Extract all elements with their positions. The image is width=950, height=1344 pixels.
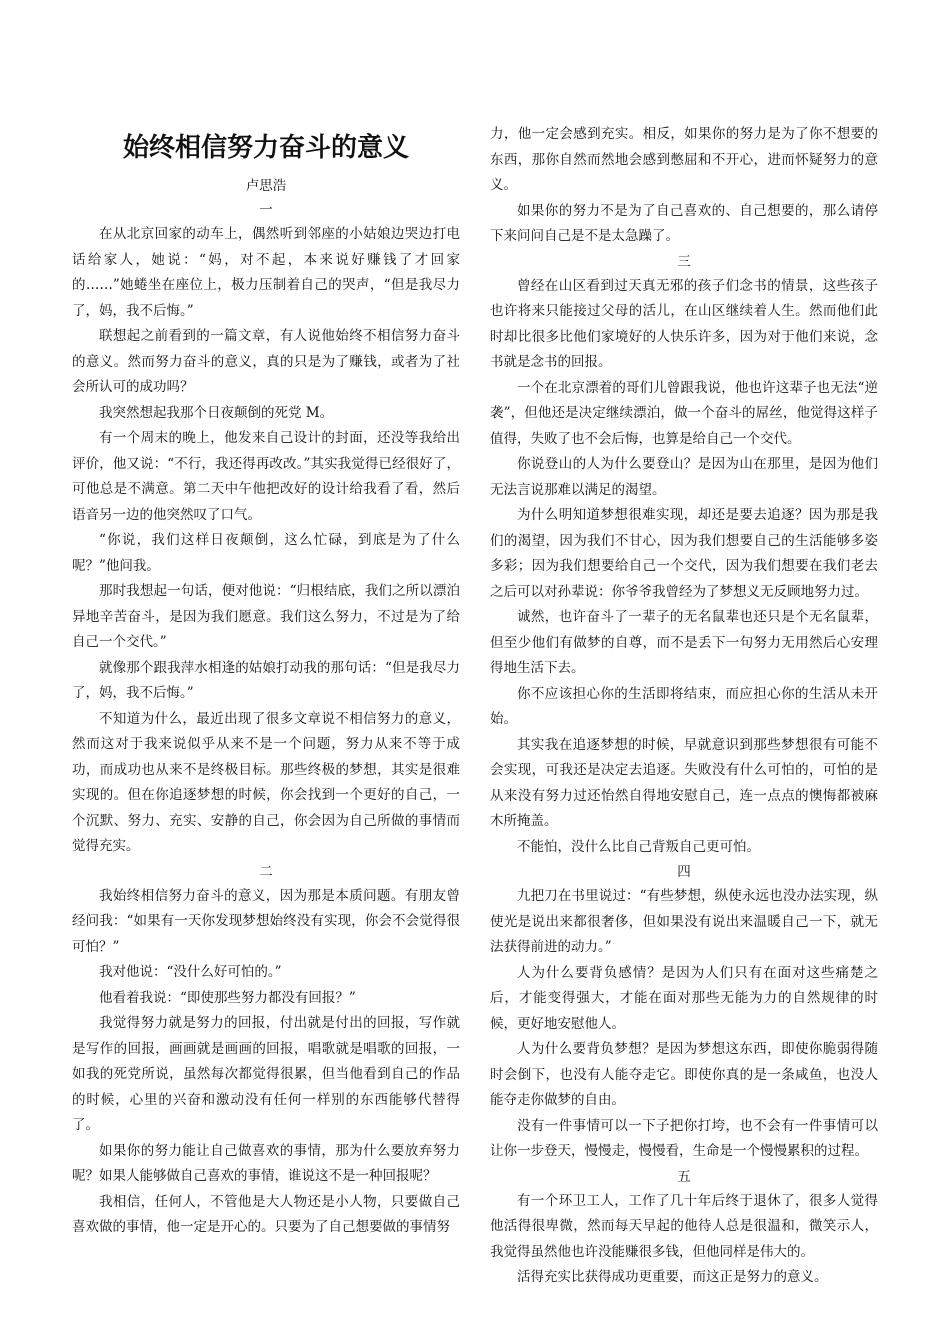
paragraph-continued: 力，他一定会感到充实。相反，如果你的努力是为了你不想要的东西，那你自然而然地会感到憋屈和不开心，进而怀疑努力的意义。 — [490, 126, 878, 193]
paragraph: 人为什么要背负感情？是因为人们只有在面对这些痛楚之后，才能变得强大，才能在面对那些无能为力的自然规律的时候，更好地安慰他人。 — [490, 964, 878, 1032]
section-number: 二 — [259, 863, 273, 880]
paragraph: 就像那个跟我萍水相逢的姑娘打动我的那句话：“但是我尽力了，妈，我不后悔。” — [72, 659, 460, 701]
paragraph: 我始终相信努力奋斗的意义，因为那是本质问题。有朋友曾经问我：“如果有一天你发现梦想始终没有实现，你会不会觉得很可怕？” — [72, 887, 460, 955]
paragraph: 我觉得努力就是努力的回报，付出就是付出的回报，写作就是写作的回报，画画就是画画的回报，唱歌就是唱歌的回报，一如我的死党所说，虽然每次都觉得很累，但当他看到自己的作品的时候，心里的兴奋和激动没有任何一样别的东西能够代替得了。 — [72, 1015, 460, 1133]
paragraph: 联想起之前看到的一篇文章，有人说他始终不相信努力奋斗的意义。然而努力奋斗的意义，真的只是为了赚钱，或者为了社会所认可的成功吗？ — [72, 328, 460, 395]
paragraph: 为什么明知道梦想很难实现，却还是要去追逐？因为那是我们的渴望，因为我们不甘心，因为我们想要自己的生活能够多姿多彩；因为我们想要给自己一个交代，因为我们想要在我们老去之后可以对孙辈说：你爷爷我曾经为了梦想义无反顾地努力过。 — [490, 507, 878, 600]
paragraph: 其实我在追逐梦想的时候，早就意识到那些梦想很有可能不会实现，可我还是决定去追逐。失败没有什么可怕的，可怕的是从来没有努力过还怡然自得地安慰自己，连一点点的懊悔都被麻木所掩盖。 — [490, 736, 878, 829]
paragraph: 没有一件事情可以一下子把你打垮，也不会有一件事情可以让你一步登天，慢慢走，慢慢看，生命是一个慢慢累积的过程。 — [490, 1117, 878, 1159]
paragraph: 他看着我说：“即使那些努力都没有回报？” — [99, 989, 356, 1006]
paragraph: 我突然想起我那个日夜颠倒的死党 M。 — [99, 404, 334, 421]
paragraph: 那时我想起一句话，便对他说：“归根结底，我们之所以漂泊异地辛苦奋斗，是因为我们愿意。我们这么努力，不过是为了给自己一个交代。” — [72, 583, 460, 650]
section-number: 五 — [677, 1168, 691, 1185]
paragraph: 你说登山的人为什么要登山？是因为山在那里，是因为他们无法言说那难以满足的渴望。 — [490, 456, 878, 498]
right-column-body — [490, 122, 878, 1291]
paragraph: 我对他说：“没什么好可怕的。” — [99, 964, 282, 980]
paragraph: 曾经在山区看到过天真无邪的孩子们念书的情景，这些孩子也许将来只能接过父母的活儿，在山区继续着人生。然而他们此时却比很多比他们家境好的人快乐许多，因为对于他们来说，念书就是念书的回报。 — [490, 277, 878, 370]
paragraph: 如果你的努力不是为了自己喜欢的、自己想要的，那么请停下来问问自己是不是太急躁了。 — [490, 202, 878, 244]
paragraph: 你不应该担心你的生活即将结束，而应担心你的生活从未开始。 — [490, 685, 878, 727]
paragraph: 诚然，也许奋斗了一辈子的无名鼠辈也还只是个无名鼠辈，但至少他们有做梦的自尊，而不是丢下一句努力无用然后心安理得地生活下去。 — [490, 609, 878, 676]
paragraph: 有一个环卫工人，工作了几十年后终于退休了，很多人觉得他活得很卑微，然而每天早起的他待人总是很温和，微笑示人，我觉得虽然他也许没能赚很多钱，但他同样是伟大的。 — [490, 1192, 878, 1260]
left-column — [72, 0, 460, 1241]
section-number: 一 — [259, 202, 273, 218]
article-title: 始终相信努力奋斗的意义 — [122, 133, 409, 163]
paragraph: 不知道为什么，最近出现了很多文章说不相信努力的意义，然而这对于我来说似乎从来不是一个问题，努力从来不等于成功，而成功也从来不是终极目标。那些终极的梦想，其实是很难实现的。但在你追逐梦想的时候，你会找到一个更好的自己，一个沉默、努力、充实、安静的自己，你会因为自己所做的事情而觉得充实。 — [72, 710, 460, 854]
section-number: 三 — [677, 253, 691, 270]
paragraph: 我相信，任何人，不管他是大人物还是小人物，只要做自己喜欢做的事情，他一定是开心的。只要为了自己想要做的事情努 — [72, 1193, 460, 1235]
paragraph: 九把刀在书里说过：“有些梦想，纵使永远也没办法实现，纵使光是说出来都很奢侈，但如果没有说出来温暖自己一下，就无法获得前进的动力。” — [490, 888, 878, 955]
author-name: 卢思浩 — [245, 178, 287, 194]
paragraph: 在从北京回家的动车上，偶然听到邻座的小姑娘边哭边打电话给家人，她说：“妈，对不起，本来说好赚钱了才回家的……”她蜷坐在座位上，极力压制着自己的哭声，“但是我尽力了，妈，我不后悔。” — [72, 226, 460, 319]
paragraph: 有一个周末的晚上，他发来自己设计的封面，还没等我给出评价，他又说：“不行，我还得再改改。”其实我觉得已经很好了，可他总是不满意。第二天中午他把改好的设计给我看了看，然后语音另一边的他突然叹了口气。 — [72, 430, 460, 523]
paragraph: 人为什么要背负梦想？是因为梦想这东西，即使你脆弱得随时会倒下，也没有人能夺走它。即使你真的是一条咸鱼，也没人能夺走你做梦的自由。 — [490, 1041, 878, 1108]
section-number: 四 — [677, 864, 691, 880]
paragraph: “你说，我们这样日夜颠倒，这么忙碌，到底是为了什么呢？”他问我。 — [72, 532, 460, 574]
paragraph: 活得充实比获得成功更重要，而这正是努力的意义。 — [517, 1269, 828, 1285]
right-column — [490, 0, 878, 1291]
paragraph: 一个在北京漂着的哥们儿曾跟我说，他也许这辈子也无法“逆袭”，但他还是决定继续漂泊，做一个奋斗的屌丝，他觉得这样子值得，失败了也不会后悔，也算是给自己一个交代。 — [490, 379, 878, 447]
left-column-body — [72, 198, 460, 1241]
paragraph: 如果你的努力能让自己做喜欢的事情，那为什么要放弃努力呢？如果人能够做自己喜欢的事情，谁说这不是一种回报呢？ — [72, 1142, 460, 1184]
paragraph: 不能怕，没什么比自己背叛自己更可怕。 — [517, 838, 760, 855]
